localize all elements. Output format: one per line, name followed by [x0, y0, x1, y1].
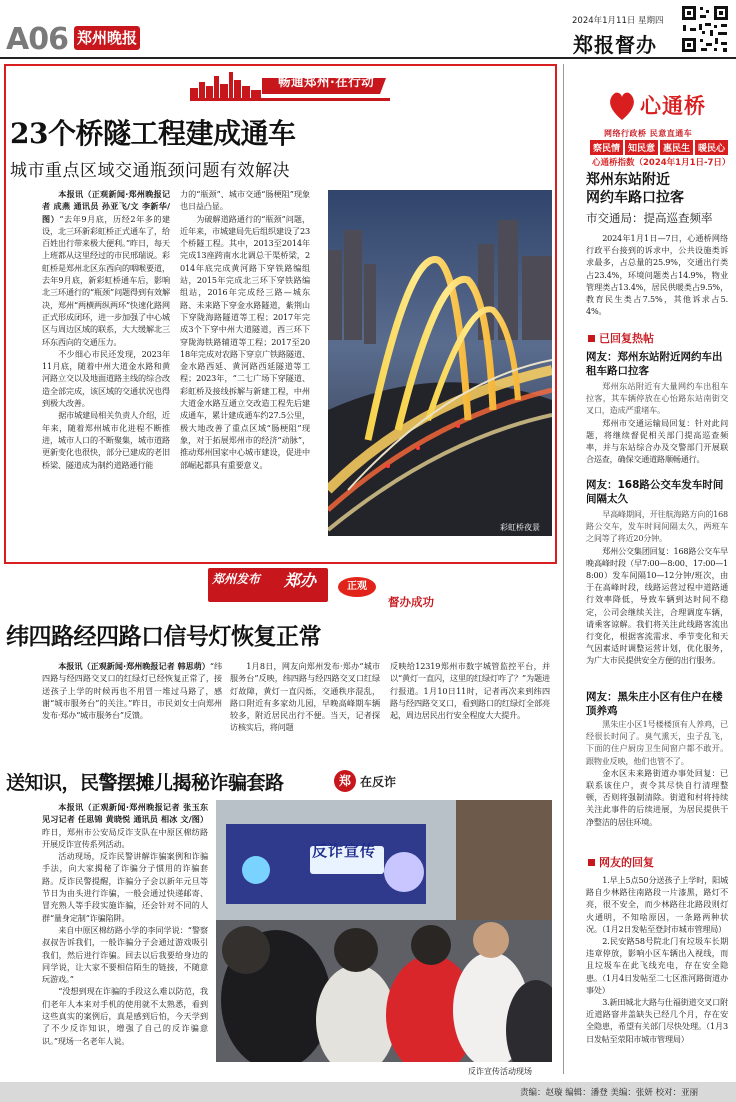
lead-col-1	[42, 188, 170, 471]
hot2-body	[586, 508, 728, 667]
story2-byline: 本报讯（正观新闻·郑州晚报记者 韩思萌）	[58, 661, 210, 671]
hot-posts-label	[588, 330, 654, 346]
footer-editors: 责编：赵璇 编辑：潘登 美编：张妍 校对：亚丽	[520, 1088, 699, 1098]
red-square-icon	[588, 859, 595, 866]
paper-logo: 郑州晚报	[74, 26, 140, 50]
sidebar-top-title-2: 网约车路口拉客	[586, 190, 684, 206]
feedback-item: 1.早上5点50分送孩子上学时，阳城路自少林路往南路段一片漆黑，路灯不亮，很不安全，而少林路往北路段则灯火通明，不知啥原因，一条路两种状况。（1月2日发帖至登封市城市管理局）	[586, 875, 728, 934]
lead-headline: 23个桥隧工程建成通车	[10, 117, 296, 150]
story3-photo-caption: 反诈宣传活动现场	[468, 1067, 532, 1076]
story3-para: 来自中原区棉纺路小学的李同学说：“警察叔叔告诉我们，一般诈骗分子会通过游戏吸引我们，然后进行诈骗。回去以后我要给身边的同学说，让大家不要相信陌生的链接，不随意玩游戏。”	[42, 924, 208, 985]
feedback-item: 3.新田城北大路与仕福街道交叉口附近道路窨井盖缺失已经几个月，存在安全隐患，希望有关部门尽快处理。（1月3日发帖至荥阳市城市管理局）	[586, 997, 728, 1044]
lead-para: 据市城建局相关负责人介绍，近年来，随着郑州城市化进程不断推进，城市人口的不断聚集，城市道路更新变化也很快，部分已建成的老旧桥梁、隧道成为制约道路通行能	[42, 410, 170, 470]
sidebar-divider	[563, 64, 564, 1074]
banner-mid-label: 郑办	[284, 571, 317, 590]
header-rule	[0, 57, 736, 59]
hot3-text: 黑朱庄小区1号楼楼顶有人养鸡，已经很长时间了。臭气熏天，虫子乱飞，下面的住户厨房卫生间窗户都不敢开。跟物业反映，他们也管不了。	[586, 719, 728, 766]
hot-label-text: 已回复热帖	[599, 332, 654, 345]
banner-left-label: 郑州发布	[212, 572, 261, 586]
hot2-reply: 郑州公交集团回复：168路公交车早晚高峰时段（早7:00—8:00、17:00—18:00）发车间隔10—12分钟/班次，由于在高峰时段，线路运营过程中道路通行效率降低，导致车辆到达时间不稳定，公司会继续关注，合理调度车辆，请乘客谅解。我们将关注此线路客流出行变化，根据客流需求、季节变化和天气因素适时调整运营计划，优化服务，为广大市民提供安全方便的出行服务。	[586, 545, 728, 666]
sidebar-para: 2024年1月1日—7日，心通桥网络行政平台接到的诉求中，公共设施类诉求最多，占总量的25.9%，交通出行类占23.4%，环境问题类占14.9%，物业管理类占13.4%，居民供暖类占9.5%，教育民生类占7.5%，其他诉求占5.4%。	[586, 233, 728, 317]
anti-fraud-event-photo	[216, 800, 552, 1062]
index-line: 心通桥指数（2024年1月1日-7日）	[592, 158, 731, 168]
story3-tag-char: 郑	[334, 770, 356, 792]
feedback-label-text: 网友的回复	[599, 856, 654, 869]
story3-para: 昨日，郑州市公安局反诈支队在中原区棉纺路开展反诈宣传系列活动。	[42, 826, 208, 849]
feedback-label	[588, 854, 654, 870]
chip: 知民意	[625, 140, 658, 155]
banner-right-label: 督办成功	[388, 595, 434, 609]
story3-para: 活动现场，反诈民警讲解诈骗案例和诈骗手法，向大家揭秘了诈骗分子惯用的诈骗套路。反诈民警提醒，诈骗分子会以新年元旦等节日为由头进行诈骗，一般会通过快递邮寄、冒充熟人等手段实施诈骗，还会针对不同的人群“量身定制”诈骗陷阱。	[42, 851, 208, 923]
hot2-title: 网友：168路公交车发车时间间隔太久	[586, 479, 724, 505]
story3-text	[42, 801, 208, 1047]
hot1-text: 郑州东站附近有大量网约车出租车拉客，其车辆停放在心怡路东站南街交叉口，造成严重堵车。	[586, 381, 728, 416]
story2-col-2	[230, 660, 380, 734]
page-number: A06	[6, 22, 68, 57]
sidebar-chips	[590, 140, 728, 155]
issue-date: 2024年1月11日 星期四	[572, 16, 664, 26]
section-title: 郑报督办	[573, 33, 657, 57]
story2-col-3	[390, 660, 550, 721]
story3-headline: 送知识，民警摆摊儿揭秘诈骗套路	[6, 772, 284, 794]
hot2-text: 早高峰期间，开往航海路方向的168路公交车，发车时间间隔太久，两班车之间等了将近20分钟。	[586, 509, 728, 544]
zhengguan-tag: 正观	[338, 577, 376, 597]
story2-col-1	[42, 660, 222, 721]
story3-para: “没想到现在诈骗的手段这么难以防范，我们老年人本来对手机的使用就不太熟悉，看到这些真实的案例后，真是感到后怕，今天学到了不少反诈知识，增强了自己的反诈骗意识。”现场一名老年人说。	[42, 986, 208, 1046]
story2-para: 1月8日，网友向郑州发布·郑办“城市服务台”反映，纬四路与经四路交叉口红绿灯故障，黄灯一直闪烁，交通秩序混乱，路口附近有多家幼儿园，早晚高峰期车辆较多，附近居民出行不便。当天，记者探访核实后，将问题	[230, 661, 380, 733]
chip: 察民情	[590, 140, 623, 155]
hot3-body	[586, 718, 728, 828]
sidebar-top-sub: 市交通局：提高巡查频率	[586, 211, 713, 225]
story3-byline: 本报讯（正观新闻·郑州晚报记者 张玉东 见习记者 任思锦 黄晓悦 通讯员 相冰 文/图）	[42, 802, 208, 825]
lead-para: 不少细心市民还发现，2023年11月底，随着中州大道金水路和黄河路立交以及地面道路主线的综合改造全部完成，该区域的交通状况也得到极大改善。	[42, 348, 170, 409]
lead-photo-caption: 彩虹桥夜景	[500, 523, 540, 532]
story2-headline: 纬四路经四路口信号灯恢复正常	[6, 623, 321, 650]
photo-banner-text: 反诈宣传	[312, 842, 377, 860]
feedback-list	[586, 874, 728, 1045]
lead-para: 力的“瓶颈”、城市交通“肠梗阻”现象也日益凸显。	[180, 189, 310, 212]
lead-byline: 本报讯（正观新闻·郑州晚报记者 成燕 通讯员 孙亚飞/文 李新华/图）	[42, 189, 170, 224]
feedback-item: 2.民安路58号院北门有垃圾车长期违章停放，影响小区车辆出入视线，而且垃圾车在此飞线充电，存在安全隐患。（1月4日发帖至二七区淮河路街道办事处）	[586, 936, 728, 995]
xintongqiao-logo: 心通桥	[640, 93, 706, 118]
story3-tag: 在反诈	[360, 775, 397, 789]
hot1-reply: 郑州市交通运输局回复：针对此问题，将继续督促相关部门提高巡查频率，并与东站综合办及交警部门开展联合巡查，确保交通道路顺畅通行。	[586, 417, 728, 465]
sidebar-top-text	[586, 232, 728, 317]
rainbow-bridge-night-photo	[328, 190, 552, 536]
lead-para: “去年9月底，历经2年多的建设，北三环新彩虹桥正式通车了，给百姓出行带来极大便利。”昨日，每天上班都从这里经过的市民邢瑞说。彩虹桥是郑州北区东西向的咽喉要道，去年9月底，新彩虹桥通车后，影响北三环通行的“瓶颈”问题得到有效解决，郑州“两横两纵两环”快速化路网正式形成闭环，进一步加强了中心城区与周边区域的联系，大大缓解北三环东西向的交通压力。	[42, 213, 171, 347]
chip: 暖民心	[695, 140, 728, 155]
hot3-reply: 金水区未来路街道办事处回复：已联系该住户，责令其尽快自行清理整顿，否则将强制清除。街道和村将持续关注此事件的后续进展，为居民提供干净整洁的居住环境。	[586, 767, 728, 827]
sidebar-top-title-1: 郑州东站附近	[586, 172, 670, 188]
chip: 惠民生	[660, 140, 693, 155]
lead-col-2	[180, 188, 310, 471]
lead-para: 为破解道路通行的“瓶颈”问题，近年来，市城建局先后组织建设了23个桥隧工程。其中，2013至2014年完成13座跨南水北调总干渠桥梁，2014年底完成黄河路下穿铁路编组站，2015年完成北三环下穿铁路编组站，2016年完成经三路—城东路、未来路下穿金水路隧道，紫荆山下穿陇海路隧道等工程；2017年完成3个下穿中州大道隧道，西三环下穿陇海铁路辅道等工程；2017至2018年完成对农路下穿京广铁路隧道、金水路西延、黄河路西延隧道等工程；2023年，“二七广场下穿隧道、彩虹桥及接线拆解与新建工程，中州大道金水路互通立交改造工程先后建成通车，累计建成通车约27.5公里，极大地改善了重点区域“肠梗阻”现象，对于拓展郑州市的经济“动脉”，推动郑州国家中心城市建设，促进中部崛起都具有重要意义。	[180, 213, 310, 470]
story2-para: “纬四路与经四路交叉口的红绿灯已经恢复正常了，接送孩子上学的时候再也不用冒一堆过马路了，感谢“城市服务台”的关注。”昨日，市民刘女士向郑州发布·郑办“城市服务台”反馈。	[42, 661, 222, 721]
lead-banner-label: 畅通郑州·在行动	[278, 74, 375, 89]
qr-code-icon	[680, 4, 730, 54]
hot1-title: 网友：郑州东站附近网约车出租车路口拉客	[586, 351, 723, 377]
hot3-title: 网友：黑朱庄小区有住户在楼顶养鸡	[586, 691, 723, 717]
lead-subhead: 城市重点区域交通瓶颈问题有效解决	[10, 161, 290, 181]
story2-para: 反映给12319郑州市数字城管监控平台，并以“黄灯一直闪，这里的红绿灯咋了？”为题进行报道。1月10日11时，记者再次来到纬四路与经四路交叉口，看到路口的红绿灯全部亮起，周边居民出行安全程度大大提升。	[390, 661, 550, 721]
red-square-icon	[588, 335, 595, 342]
sidebar-slogan: 网络行政桥 民意直通车	[604, 129, 693, 138]
hot1-body	[586, 380, 728, 465]
heart-logo-icon	[608, 86, 636, 122]
